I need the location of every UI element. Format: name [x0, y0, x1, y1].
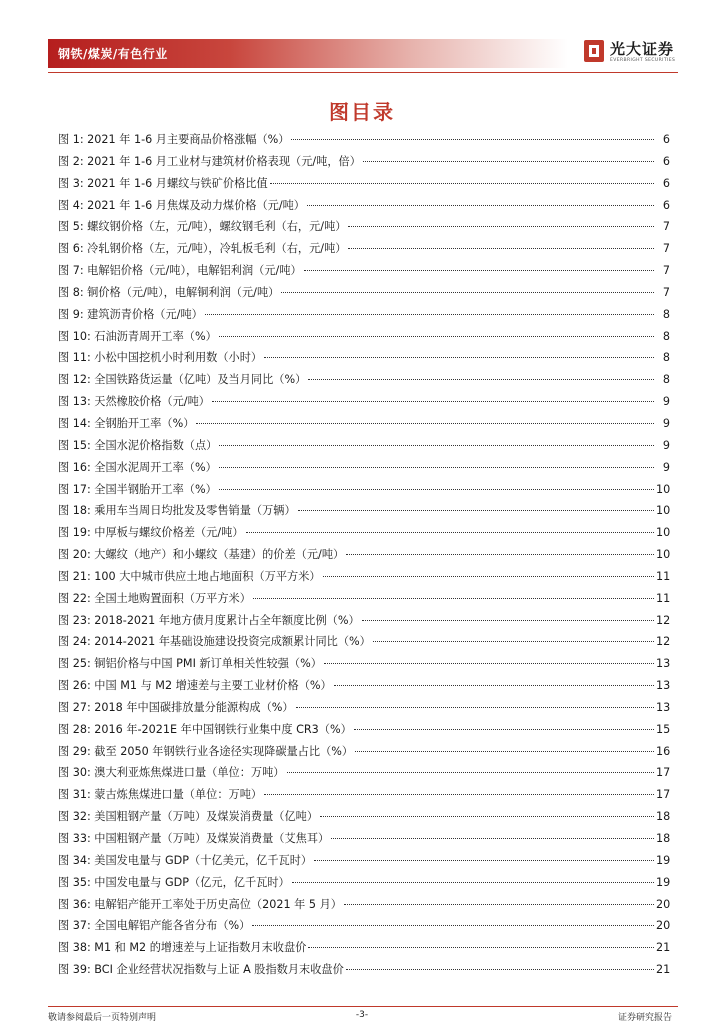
toc-entry-page: 10: [656, 482, 671, 496]
toc-entry[interactable]: [58, 937, 670, 959]
toc-entry[interactable]: [58, 915, 670, 937]
toc-entry-label: 图 8: 铜价格（元/吨），电解铜利润（元/吨）: [58, 285, 280, 299]
toc-entry-label: 图 21: 100 大中城市供应土地占地面积（万平方米）: [58, 569, 321, 583]
toc-dot-leader: [320, 816, 654, 817]
toc-dot-leader: [296, 707, 654, 708]
toc-entry-label: 图 39: BCI 企业经营状况指数与上证 A 股指数月末收盘价: [58, 963, 344, 977]
footer-disclaimer: 敬请参阅最后一页特别声明: [48, 1013, 157, 1023]
toc-entry[interactable]: [58, 216, 670, 238]
toc-entry-page: 6: [662, 198, 670, 212]
toc-dot-leader: [304, 270, 654, 271]
toc-entry-label: 图 29: 截至 2050 年钢铁行业各途径实现降碳量占比（%）: [58, 744, 354, 758]
toc-dot-leader: [196, 423, 654, 424]
toc-dot-leader: [348, 248, 654, 249]
toc-entry[interactable]: [58, 806, 670, 828]
toc-dot-leader: [362, 620, 654, 621]
toc-dot-leader: [219, 489, 654, 490]
section-label: 钢铁/煤炭/有色行业: [58, 47, 168, 61]
toc-entry-page: 8: [662, 329, 670, 343]
toc-entry-page: 7: [662, 242, 670, 256]
toc-dot-leader: [219, 336, 654, 337]
toc-entry-page: 7: [662, 285, 670, 299]
toc-entry[interactable]: [58, 872, 670, 894]
toc-dot-leader: [344, 904, 654, 905]
toc-entry-label: 图 18: 乘用车当周日均批发及零售销量（万辆）: [58, 504, 296, 518]
toc-dot-leader: [246, 532, 654, 533]
toc-dot-leader: [373, 641, 654, 642]
toc-entry[interactable]: [58, 894, 670, 916]
toc-entry-label: 图 17: 全国半钢胎开工率（%）: [58, 482, 217, 496]
toc-entry-label: 图 14: 全钢胎开工率（%）: [58, 416, 195, 430]
toc-entry-label: 图 6: 冷轧钢价格（左，元/吨），冷轧板毛利（右，元/吨）: [58, 242, 347, 256]
toc-entry-page: 9: [662, 460, 670, 474]
toc-entry[interactable]: [58, 260, 670, 282]
toc-dot-leader: [331, 838, 654, 839]
toc-entry[interactable]: [58, 784, 670, 806]
toc-entry-page: 13: [656, 679, 671, 693]
toc-entry-label: 图 1: 2021 年 1-6 月主要商品价格涨幅（%）: [58, 133, 290, 146]
toc-entry[interactable]: [58, 719, 670, 741]
toc-entry-page: 13: [656, 657, 671, 671]
toc-dot-leader: [348, 226, 654, 227]
toc-entry[interactable]: [58, 347, 670, 369]
toc-entry[interactable]: [58, 566, 670, 588]
toc-entry[interactable]: [58, 304, 670, 326]
toc-entry-label: 图 12: 全国铁路货运量（亿吨）及当月同比（%）: [58, 373, 307, 387]
toc-entry-page: 19: [656, 853, 671, 867]
toc-entry-label: 图 28: 2016 年-2021E 年中国钢铁行业集中度 CR3（%）: [58, 722, 352, 736]
toc-entry-page: 13: [656, 700, 671, 714]
toc-dot-leader: [308, 379, 654, 380]
toc-entry-label: 图 23: 2018-2021 年地方债月度累计占全年额度比例（%）: [58, 613, 360, 627]
toc-dot-leader: [212, 401, 654, 402]
toc-dot-leader: [292, 882, 654, 883]
toc-entry-label: 图 22: 全国土地购置面积（万平方米）: [58, 591, 251, 605]
toc-entry[interactable]: [58, 610, 670, 632]
toc-dot-leader: [270, 183, 654, 184]
toc-entry-label: 图 5: 螺纹钢价格（左，元/吨），螺纹钢毛利（右，元/吨）: [58, 220, 347, 234]
toc-entry[interactable]: [58, 500, 670, 522]
toc-dot-leader: [346, 554, 654, 555]
toc-entry-page: 16: [656, 744, 671, 758]
toc-entry-label: 图 3: 2021 年 1-6 月螺纹与铁矿价格比值: [58, 176, 268, 190]
toc-dot-leader: [253, 598, 654, 599]
toc-dot-leader: [264, 794, 654, 795]
toc-entry[interactable]: [58, 129, 670, 151]
toc-entry-label: 图 38: M1 和 M2 的增速差与上证指数月末收盘价: [58, 941, 307, 955]
toc-entry-page: 9: [662, 416, 670, 430]
toc-entry-label: 图 31: 蒙古炼焦煤进口量（单位：万吨）: [58, 788, 263, 802]
toc-entry-label: 图 27: 2018 年中国碳排放量分能源构成（%）: [58, 700, 294, 714]
toc-dot-leader: [219, 467, 654, 468]
toc-entry-page: 8: [662, 307, 670, 321]
toc-entry[interactable]: [58, 588, 670, 610]
toc-dot-leader: [346, 969, 654, 970]
toc-entry-label: 图 34: 美国发电量与 GDP（十亿美元，亿千瓦时）: [58, 853, 313, 867]
toc-dot-leader: [355, 751, 654, 752]
toc-entry-page: 10: [656, 526, 671, 540]
toc-entry-page: 12: [656, 635, 671, 649]
toc-entry-page: 11: [656, 591, 671, 605]
toc-entry-page: 17: [656, 788, 671, 802]
toc-entry-page: 9: [662, 395, 670, 409]
toc-entry-page: 21: [656, 963, 671, 977]
toc-entry-page: 6: [662, 133, 670, 146]
toc-entry-label: 图 25: 铜铝价格与中国 PMI 新订单相关性较强（%）: [58, 657, 322, 671]
toc-dot-leader: [354, 729, 654, 730]
toc-entry-page: 18: [656, 810, 671, 824]
toc-entry-label: 图 10: 石油沥青周开工率（%）: [58, 329, 217, 343]
toc-dot-leader: [298, 510, 654, 511]
toc-entry-label: 图 20: 大螺纹（地产）和小螺纹（基建）的价差（元/吨）: [58, 548, 345, 562]
toc-entry-label: 图 33: 中国粗钢产量（万吨）及煤炭消费量（艾焦耳）: [58, 832, 330, 845]
toc-entry[interactable]: [58, 631, 670, 653]
toc-entry-page: 6: [662, 154, 670, 168]
page-title: 图目录: [329, 100, 395, 124]
footer-rule: [48, 1006, 678, 1007]
toc-entry[interactable]: [58, 850, 670, 872]
brand-logo: [582, 36, 678, 72]
toc-entry-page: 15: [656, 722, 671, 736]
logo-subtitle: EVERBRIGHT SECURITIES: [610, 58, 676, 63]
toc-entry-page: 8: [662, 351, 670, 365]
toc-entry[interactable]: [58, 675, 670, 697]
toc-entry-label: 图 35: 中国发电量与 GDP（亿元，亿千瓦时）: [58, 875, 290, 889]
toc-dot-leader: [205, 314, 654, 315]
toc-entry[interactable]: [58, 238, 670, 260]
toc-entry-label: 图 24: 2014-2021 年基础设施建设投资完成额累计同比（%）: [58, 635, 371, 649]
toc-dot-leader: [281, 292, 654, 293]
footer-report-type: 证券研究报告: [617, 1013, 672, 1023]
toc-entry-label: 图 16: 全国水泥周开工率（%）: [58, 460, 217, 474]
logo-name: 光大证券: [610, 40, 675, 58]
toc-entry-page: 17: [656, 766, 671, 780]
toc-entry[interactable]: [58, 391, 670, 413]
toc-dot-leader: [323, 576, 654, 577]
toc-entry-page: 20: [656, 897, 671, 911]
toc-entry-label: 图 26: 中国 M1 与 M2 增速差与主要工业材价格（%）: [58, 679, 332, 693]
toc-entry-label: 图 11: 小松中国挖机小时利用数（小时）: [58, 351, 263, 365]
toc-dot-leader: [308, 947, 654, 948]
toc-dot-leader: [307, 205, 654, 206]
toc-entry-page: 19: [656, 875, 671, 889]
toc-entry-label: 图 15: 全国水泥价格指数（点）: [58, 438, 218, 452]
toc-dot-leader: [324, 663, 654, 664]
toc-entry-page: 10: [656, 504, 671, 518]
toc-entry[interactable]: [58, 435, 670, 457]
toc-entry[interactable]: [58, 653, 670, 675]
toc-entry-label: 图 4: 2021 年 1-6 月焦煤及动力煤价格（元/吨）: [58, 198, 305, 212]
toc-entry-page: 21: [656, 941, 671, 955]
toc-entry-label: 图 2: 2021 年 1-6 月工业材与建筑材价格表现（元/吨，倍）: [58, 154, 361, 168]
toc-entry[interactable]: [58, 522, 670, 544]
toc-entry[interactable]: [58, 369, 670, 391]
toc-dot-leader: [252, 925, 654, 926]
toc-dot-leader: [363, 161, 654, 162]
toc-entry[interactable]: [58, 479, 670, 501]
toc-entry[interactable]: [58, 195, 670, 217]
toc-entry-label: 图 7: 电解铝价格（元/吨），电解铝利润（元/吨）: [58, 264, 302, 278]
figure-list: [58, 129, 670, 981]
header-rule: [48, 72, 678, 73]
toc-entry-label: 图 19: 中厚板与螺纹价格差（元/吨）: [58, 526, 244, 540]
toc-entry[interactable]: [58, 173, 670, 195]
toc-entry-label: 图 36: 电解铝产能开工率处于历史高位（2021 年 5 月）: [58, 897, 342, 911]
toc-entry-label: 图 30: 澳大利亚炼焦煤进口量（单位：万吨）: [58, 766, 285, 780]
toc-dot-leader: [314, 860, 654, 861]
toc-entry-page: 8: [662, 373, 670, 387]
toc-entry[interactable]: [58, 697, 670, 719]
toc-dot-leader: [287, 772, 655, 773]
everbright-logo-icon: [582, 38, 606, 64]
toc-entry[interactable]: [58, 457, 670, 479]
toc-entry[interactable]: [58, 544, 670, 566]
toc-entry-page: 10: [656, 548, 671, 562]
toc-entry-page: 7: [662, 220, 670, 234]
toc-entry-page: 18: [656, 832, 671, 845]
toc-dot-leader: [334, 685, 654, 686]
toc-entry-page: 9: [662, 438, 670, 452]
toc-entry-page: 11: [656, 569, 671, 583]
toc-entry-page: 7: [662, 264, 670, 278]
toc-entry-label: 图 9: 建筑沥青价格（元/吨）: [58, 307, 203, 321]
toc-entry[interactable]: [58, 959, 670, 981]
toc-entry[interactable]: [58, 326, 670, 348]
toc-entry[interactable]: [58, 151, 670, 173]
toc-entry[interactable]: [58, 282, 670, 304]
toc-entry[interactable]: [58, 762, 670, 784]
toc-entry[interactable]: [58, 741, 670, 763]
toc-entry-page: 20: [656, 919, 671, 933]
toc-dot-leader: [291, 139, 654, 140]
toc-entry-page: 12: [656, 613, 671, 627]
toc-entry-label: 图 32: 美国粗钢产量（万吨）及煤炭消费量（亿吨）: [58, 810, 319, 824]
toc-entry[interactable]: [58, 828, 670, 850]
toc-entry-label: 图 13: 天然橡胶价格（元/吨）: [58, 395, 210, 409]
toc-entry[interactable]: [58, 413, 670, 435]
toc-entry-label: 图 37: 全国电解铝产能各省分布（%）: [58, 919, 251, 933]
toc-dot-leader: [219, 445, 654, 446]
toc-dot-leader: [264, 357, 654, 358]
page-number: -3-: [355, 1010, 369, 1020]
toc-entry-page: 6: [662, 176, 670, 190]
